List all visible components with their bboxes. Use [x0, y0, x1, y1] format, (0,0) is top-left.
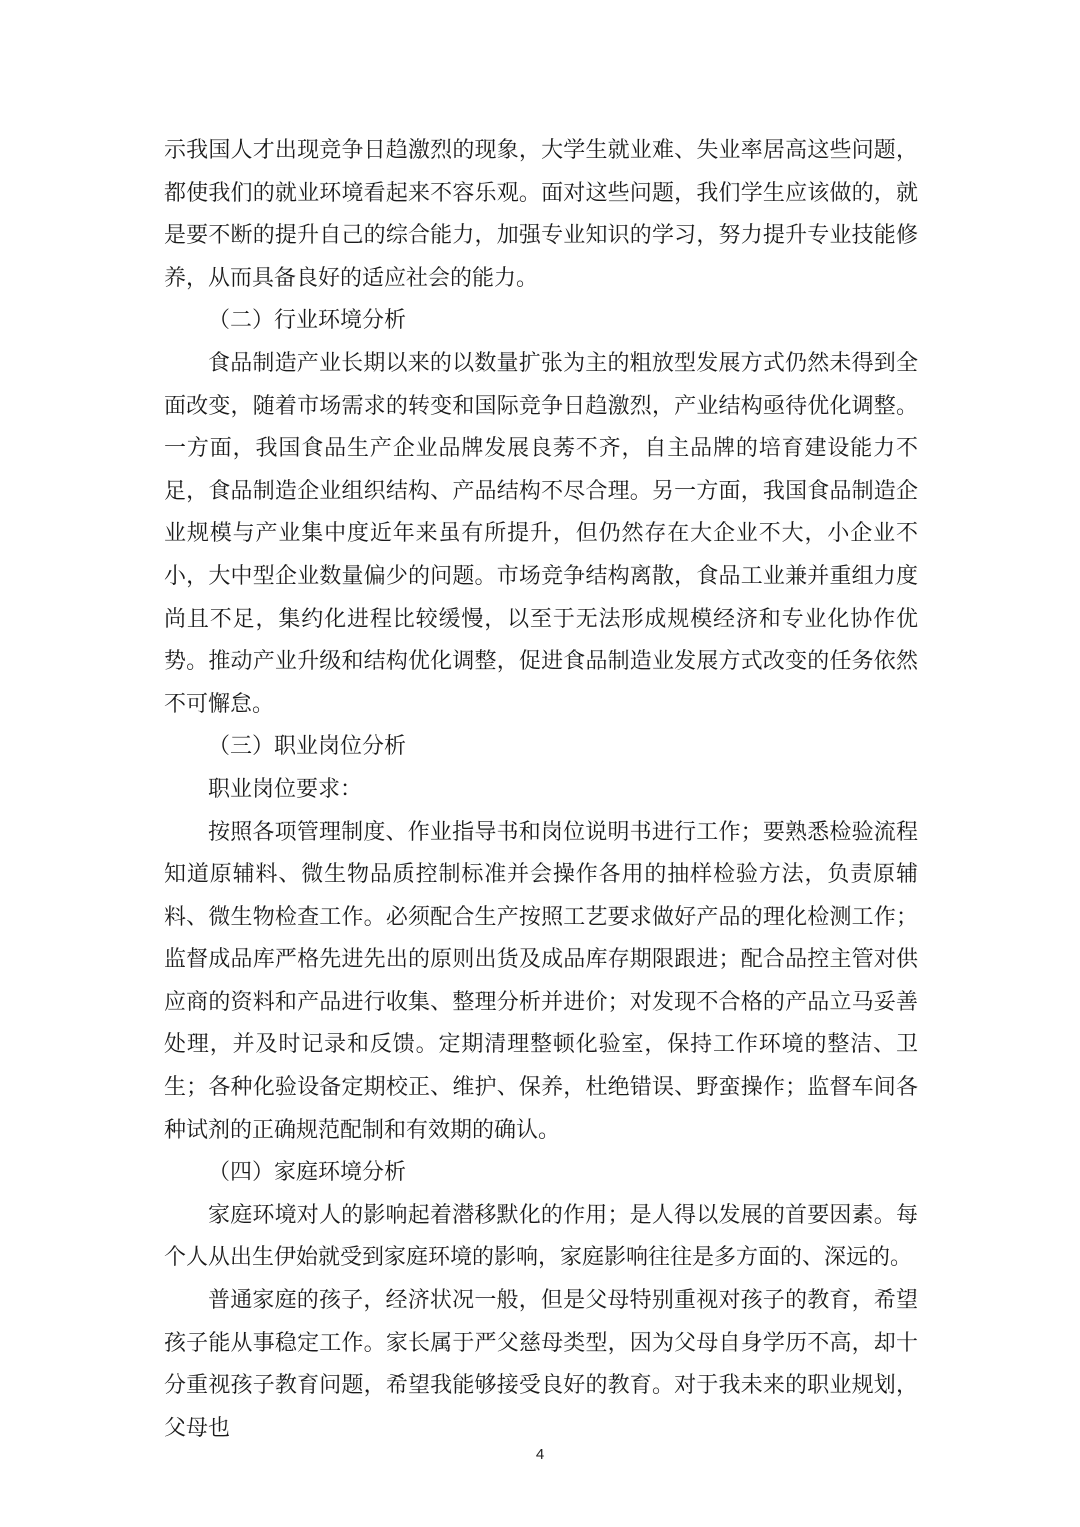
section-heading-family: （四）家庭环境分析 — [208, 1160, 407, 1186]
paragraph-job-requirements-label: 职业岗位要求： — [208, 776, 363, 802]
paragraph-job-requirements: 按照各项管理制度、作业指导书和岗位说明书进行工作；要熟悉检验流程知道原辅料、微生物品质控制标准并会操作各用的抽样检验方法，负责原辅料、微生物检查工作。必须配合生产按照工艺要求做好产品的理化检测工作；监督成品库严格先进先出的原则出货及成品库存期限跟进；配合品控主管对供应商的资料和产品进行收集、整理分析并进价；对发现不合格的产品立马妥善处理，并及时记录和反馈。定期清理整顿化验室，保持工作环境的整洁、卫生；各种化验设备定期校正、维护、保养，杜绝错误、野蛮操作；监督车间各种试剂的正确规范配制和有效期的确认。 — [164, 819, 918, 1143]
paragraph-continued: 示我国人才出现竞争日趋激烈的现象，大学生就业难、失业率居高这些问题，都使我们的就业环境看起来不容乐观。面对这些问题，我们学生应该做的，就是要不断的提升自己的综合能力，加强专业知识的学习，努力提升专业技能修养，从而具备良好的适应社会的能力。 — [164, 138, 918, 291]
document-body — [164, 130, 918, 1450]
section-heading-job: （三）职业岗位分析 — [208, 734, 407, 760]
paragraph-family-1: 家庭环境对人的影响起着潜移默化的作用；是人得以发展的首要因素。每个人从出生伊始就受到家庭环境的影响，家庭影响往往是多方面的、深远的。 — [164, 1202, 918, 1271]
page-number: 4 — [535, 1446, 545, 1463]
paragraph-family-2: 普通家庭的孩子，经济状况一般，但是父母特别重视对孩子的教育，希望孩子能从事稳定工作。家长属于严父慈母类型，因为父母自身学历不高，却十分重视孩子教育问题，希望我能够接受良好的教育。对于我未来的职业规划，父母也 — [164, 1288, 918, 1441]
paragraph-industry: 食品制造产业长期以来的以数量扩张为主的粗放型发展方式仍然未得到全面改变，随着市场需求的转变和国际竞争日趋激烈，产业结构亟待优化调整。一方面，我国食品生产企业品牌发展良莠不齐，自主品牌的培育建设能力不足，食品制造企业组织结构、产品结构不尽合理。另一方面，我国食品制造企业规模与产业集中度近年来虽有所提升，但仍然存在大企业不大，小企业不小，大中型企业数量偏少的问题。市场竞争结构离散，食品工业兼并重组力度尚且不足，集约化进程比较缓慢，以至于无法形成规模经济和专业化协作优势。推动产业升级和结构优化调整，促进食品制造业发展方式改变的任务依然不可懈怠。 — [164, 350, 918, 717]
section-heading-industry: （二）行业环境分析 — [208, 308, 407, 334]
